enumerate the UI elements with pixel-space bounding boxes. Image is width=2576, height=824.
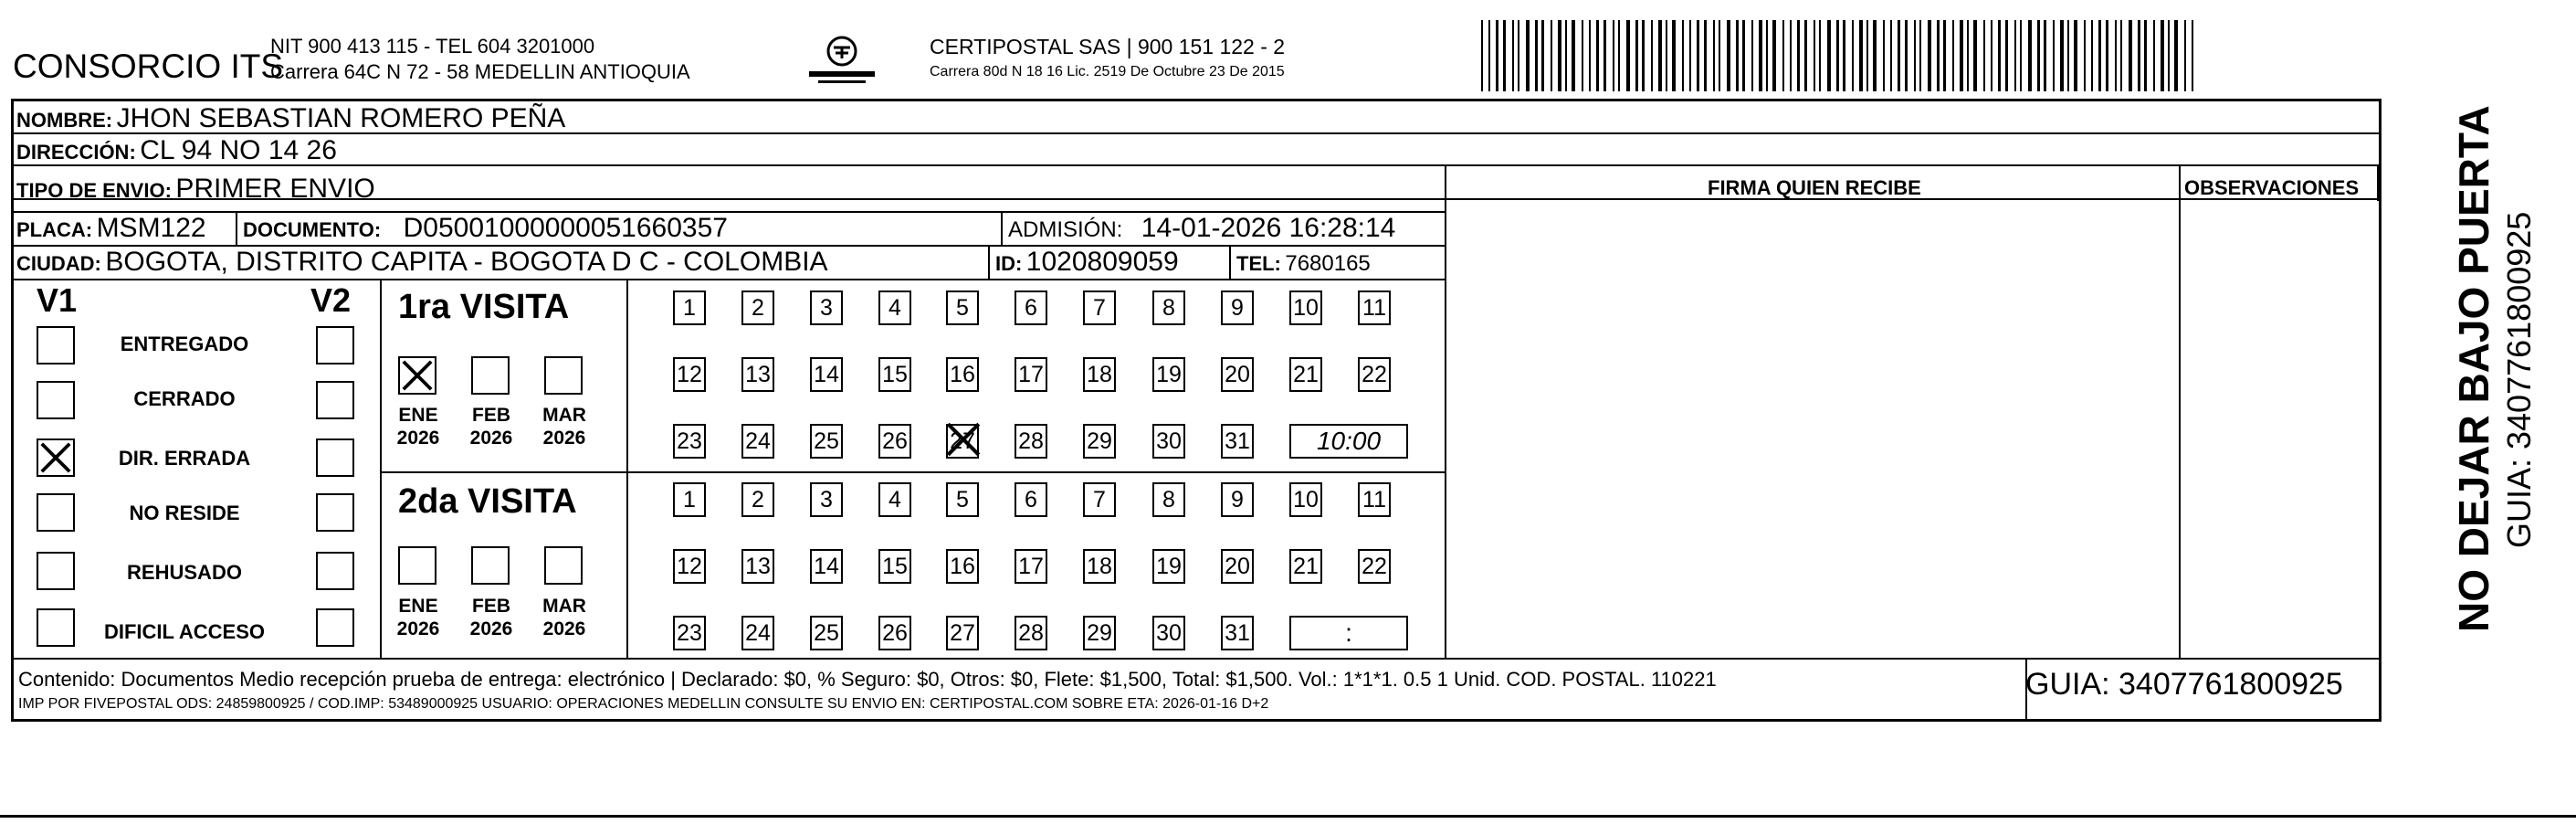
day-box[interactable]: 28 <box>1015 424 1047 459</box>
documento-value: D05001000000051660357 <box>403 213 728 243</box>
day-box[interactable]: 16 <box>946 549 979 584</box>
certipostal-logo <box>805 33 878 93</box>
day-box[interactable]: 1 <box>673 291 706 325</box>
admision-row <box>1008 213 1395 244</box>
day-box[interactable]: 10 <box>1289 291 1322 325</box>
v2-checkbox[interactable] <box>316 326 354 364</box>
month-label: MAR <box>542 596 586 617</box>
day-box[interactable]: 6 <box>1015 291 1047 325</box>
day-box[interactable]: 3 <box>810 291 843 325</box>
day-box[interactable]: 14 <box>810 549 843 584</box>
day-box[interactable]: 30 <box>1152 424 1185 459</box>
v1-checkbox[interactable] <box>37 438 75 477</box>
month-label: ENE <box>398 405 438 426</box>
day-box[interactable]: 29 <box>1083 616 1116 650</box>
bottom-rule <box>0 815 2576 818</box>
day-box[interactable]: 23 <box>673 424 706 459</box>
col-divider <box>1445 164 1446 658</box>
day-box[interactable]: 11 <box>1358 482 1391 517</box>
day-box[interactable]: 8 <box>1152 482 1185 517</box>
day-box[interactable]: 28 <box>1015 616 1047 650</box>
day-box[interactable]: 12 <box>673 357 706 392</box>
visit1-title: 1ra VISITA <box>398 288 570 326</box>
day-box[interactable]: 18 <box>1083 357 1116 392</box>
col-divider <box>626 279 628 658</box>
guia-number: GUIA: 3407761800925 <box>2025 667 2343 702</box>
ciudad-label: CIUDAD: <box>16 252 101 275</box>
day-box[interactable]: 21 <box>1289 357 1322 392</box>
day-box[interactable]: 3 <box>810 482 843 517</box>
day-box[interactable]: 17 <box>1015 357 1047 392</box>
placa-row <box>16 213 206 244</box>
col-divider <box>380 279 382 658</box>
row-divider <box>11 164 2381 166</box>
placa-label: PLACA: <box>16 218 93 241</box>
tel-value: 7680165 <box>1285 251 1371 276</box>
day-box[interactable]: 5 <box>946 291 979 325</box>
day-box[interactable]: 7 <box>1083 291 1116 325</box>
day-box[interactable]: 19 <box>1152 357 1185 392</box>
day-box[interactable]: 26 <box>878 424 911 459</box>
day-box[interactable]: 4 <box>878 291 911 325</box>
v1-checkbox[interactable] <box>37 493 75 532</box>
id-value: 1020809059 <box>1025 247 1179 277</box>
v1-checkbox[interactable] <box>37 326 75 364</box>
day-box[interactable]: 25 <box>810 616 843 650</box>
side-warning: NO DEJAR BAJO PUERTA <box>2450 105 2497 632</box>
day-box[interactable]: 21 <box>1289 549 1322 584</box>
month-checkbox[interactable] <box>398 546 436 585</box>
direccion-row <box>16 135 337 166</box>
direccion-value: CL 94 NO 14 26 <box>140 135 337 165</box>
day-box[interactable]: 8 <box>1152 291 1185 325</box>
day-box[interactable]: 30 <box>1152 616 1185 650</box>
col-divider <box>2377 164 2379 201</box>
certipostal-id: CERTIPOSTAL SAS | 900 151 122 - 2 <box>930 35 1286 58</box>
v2-header: V2 <box>310 281 352 319</box>
day-box[interactable]: 22 <box>1358 549 1391 584</box>
v1-checkbox[interactable] <box>37 608 75 647</box>
status-option-label: DIFICIL ACCESO <box>103 620 265 643</box>
day-box[interactable]: 2 <box>741 291 774 325</box>
day-box[interactable]: 13 <box>741 357 774 392</box>
day-box[interactable]: 5 <box>946 482 979 517</box>
footer-imp: IMP POR FIVEPOSTAL ODS: 24859800925 / COD.IMP: 53489000925 USUARIO: OPERACIONES MEDELLIN CONSULTE SU ENVIO EN: CERTIPOSTAL.COM SOBRE ETA: 2026-01-16 D+2 <box>18 696 1269 712</box>
nombre-value: JHON SEBASTIAN ROMERO PEÑA <box>116 103 566 133</box>
col-divider <box>236 211 237 245</box>
nombre-row <box>16 103 565 134</box>
day-box[interactable]: 1 <box>673 482 706 517</box>
month-label: MAR <box>542 405 586 426</box>
day-box[interactable]: 22 <box>1358 357 1391 392</box>
day-box[interactable]: 9 <box>1221 482 1254 517</box>
documento-label: DOCUMENTO: <box>243 218 382 241</box>
month-checkbox[interactable] <box>544 356 583 395</box>
status-option-label: REHUSADO <box>127 561 242 584</box>
month-checkbox[interactable] <box>471 546 510 585</box>
day-box[interactable]: 13 <box>741 549 774 584</box>
company-name: CONSORCIO ITS <box>13 48 284 85</box>
status-option-label: DIR. ERRADA <box>118 447 251 470</box>
v2-checkbox[interactable] <box>316 381 354 419</box>
visit-divider <box>380 471 1445 473</box>
day-box[interactable]: 17 <box>1015 549 1047 584</box>
day-box[interactable]: 31 <box>1221 424 1254 459</box>
month-year: 2026 <box>469 618 513 639</box>
day-box[interactable]: 20 <box>1221 549 1254 584</box>
day-box[interactable]: 4 <box>878 482 911 517</box>
v1-checkbox[interactable] <box>37 552 75 590</box>
status-option-label: ENTREGADO <box>120 333 249 355</box>
certipostal-address: Carrera 80d N 18 16 Lic. 2519 De Octubre 23 De 2015 <box>930 64 1285 79</box>
tel-label: TEL: <box>1236 252 1281 275</box>
barcode <box>1481 20 2203 91</box>
col-divider <box>1001 211 1003 245</box>
day-box[interactable]: 10 <box>1289 482 1322 517</box>
admision-value: 14-01-2026 16:28:14 <box>1141 213 1396 243</box>
day-box[interactable]: 29 <box>1083 424 1116 459</box>
month-year: 2026 <box>542 618 586 639</box>
tipo-row <box>16 174 375 205</box>
firma-header: FIRMA QUIEN RECIBE <box>1708 176 1921 199</box>
day-box[interactable]: 16 <box>946 357 979 392</box>
day-box[interactable]: 26 <box>878 616 911 650</box>
month-label: FEB <box>472 405 510 426</box>
day-box[interactable]: 18 <box>1083 549 1116 584</box>
day-box[interactable]: 19 <box>1152 549 1185 584</box>
visit2-title: 2da VISITA <box>398 482 577 521</box>
v2-checkbox[interactable] <box>316 438 354 477</box>
day-box[interactable]: 9 <box>1221 291 1254 325</box>
footer-content: Contenido: Documentos Medio recepción prueba de entrega: electrónico | Declarado: $0, % Seguro: $0, Otros: $0, Flete: $1,500, Total: $1,500. Vol.: 1*1*1. 0.5 1 Unid. COD. POSTAL. 110221 <box>18 668 1717 691</box>
day-box[interactable]: 31 <box>1221 616 1254 650</box>
month-label: FEB <box>472 596 510 617</box>
tel-row <box>1236 251 1371 277</box>
day-box[interactable]: 25 <box>810 424 843 459</box>
v2-checkbox[interactable] <box>316 493 354 532</box>
col-divider <box>2179 164 2181 658</box>
ciudad-value: BOGOTA, DISTRITO CAPITA - BOGOTA D C - COLOMBIA <box>105 247 828 277</box>
observaciones-header: OBSERVACIONES <box>2184 176 2360 199</box>
v2-checkbox[interactable] <box>316 552 354 590</box>
month-year: 2026 <box>396 618 440 639</box>
v1-header: V1 <box>37 281 78 319</box>
day-box[interactable]: 15 <box>878 357 911 392</box>
day-box[interactable]: 27 <box>946 616 979 650</box>
company-address: Carrera 64C N 72 - 58 MEDELLIN ANTIOQUIA <box>270 60 690 83</box>
company-nit-phone: NIT 900 413 115 - TEL 604 3201000 <box>270 35 595 58</box>
time-box[interactable]: 10:00 <box>1289 424 1408 459</box>
day-box[interactable]: 23 <box>673 616 706 650</box>
day-box[interactable]: 11 <box>1358 291 1391 325</box>
day-box[interactable]: 24 <box>741 424 774 459</box>
day-box[interactable]: 15 <box>878 549 911 584</box>
tipo-label: TIPO DE ENVIO: <box>16 179 172 202</box>
direccion-label: DIRECCIÓN: <box>16 141 136 164</box>
month-year: 2026 <box>469 428 513 449</box>
v1-checkbox[interactable] <box>37 381 75 419</box>
month-label: ENE <box>398 596 438 617</box>
day-box[interactable]: 20 <box>1221 357 1254 392</box>
month-checkbox[interactable] <box>398 356 436 395</box>
day-box[interactable]: 2 <box>741 482 774 517</box>
month-year: 2026 <box>396 428 440 449</box>
ciudad-row <box>16 247 828 278</box>
day-box[interactable]: 6 <box>1015 482 1047 517</box>
day-box[interactable]: 7 <box>1083 482 1116 517</box>
col-divider <box>988 245 990 279</box>
side-guia: GUIA: 3407761800925 <box>2500 211 2538 548</box>
month-checkbox[interactable] <box>471 356 510 395</box>
time-box[interactable]: : <box>1289 616 1408 650</box>
status-option-label: NO RESIDE <box>129 502 240 524</box>
col-divider <box>1229 245 1231 279</box>
day-check-mark <box>944 420 983 463</box>
placa-value: MSM122 <box>96 213 206 243</box>
day-box[interactable]: 14 <box>810 357 843 392</box>
v2-checkbox[interactable] <box>316 608 354 647</box>
admision-label: ADMISIÓN: <box>1008 217 1123 242</box>
day-box[interactable]: 24 <box>741 616 774 650</box>
id-label: ID: <box>995 252 1023 275</box>
day-box[interactable]: 12 <box>673 549 706 584</box>
id-row <box>995 247 1179 278</box>
month-year: 2026 <box>542 428 586 449</box>
status-option-label: CERRADO <box>133 387 236 410</box>
day-box[interactable]: 27 <box>946 424 979 459</box>
row-divider <box>11 279 1445 280</box>
month-checkbox[interactable] <box>544 546 583 585</box>
tipo-value: PRIMER ENVIO <box>175 174 375 204</box>
nombre-label: NOMBRE: <box>16 109 113 132</box>
documento-row <box>243 213 728 244</box>
